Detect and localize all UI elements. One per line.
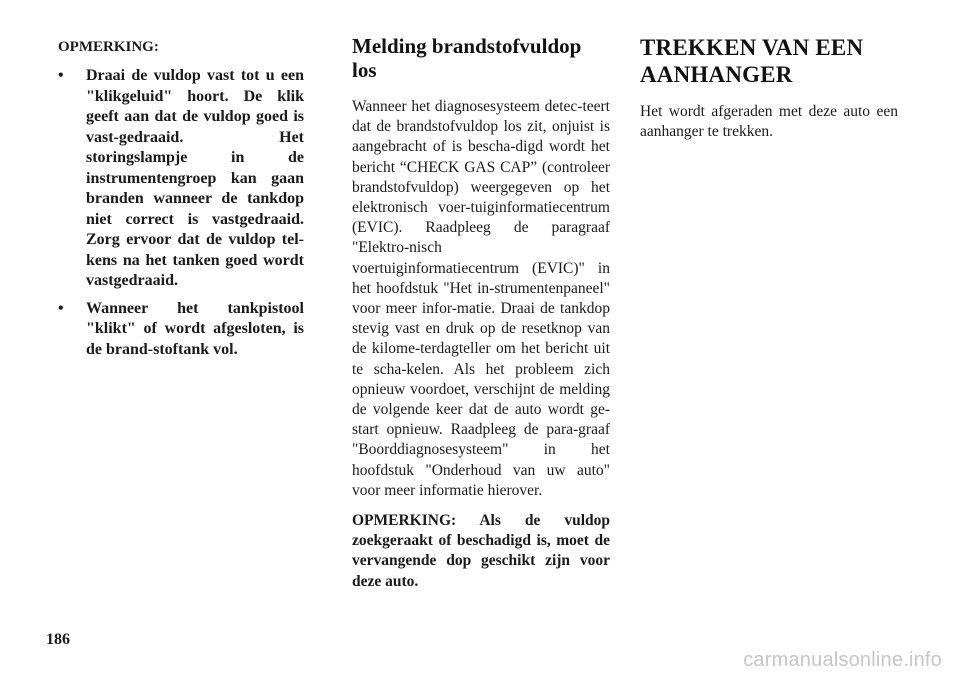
column-middle — [352, 34, 610, 592]
list-item — [58, 299, 304, 361]
note-label: OPMERKING: — [58, 39, 159, 55]
bullet-text: Draai de vuldop vast tot u een "klikgeluid" hoort. De klik geeft aan dat de vuldop goed is vast-gedraaid. Het storingslampje in de instrumentengroep kan gaan branden wanneer de tankdop niet correct is vastgedraaid. Zorg ervoor dat de vuldop tel-kens na het tanken goed wordt vastgedraaid. — [86, 67, 304, 289]
body-paragraph: Het wordt afgeraden met deze auto een aanhanger te trekken. — [640, 103, 898, 141]
section-heading: TREKKEN VAN EEN AANHANGER — [640, 35, 864, 87]
list-item — [58, 66, 304, 292]
body-paragraph: Wanneer het diagnosesysteem detec-teert dat de brandstofvuldop los zit, onjuist is aangebracht of is bescha-digd wordt het bericht “CHECK GAS CAP” (controleer brandstofvuldop) weergegeven op het elektronisch voer-tuiginformatiecentrum (EVIC). Raadpleeg de paragraaf "Elektro-nisch voertuiginformatiecentrum (EVIC)" in het hoofdstuk "Het in-strumentenpaneel" voor meer infor-matie. Draai de tankdop stevig vast en druk op de resetknop van de kilome-terdagteller om het bericht uit te scha-kelen. Als het probleem zich opnieuw voordoet, verschijnt de melding de volgende keer dat de auto wordt ge-start opnieuw. Raadpleeg de para-graaf "Boorddiagnosesysteem" in het hoofdstuk "Onderhoud van uw auto" voor meer informatie hierover. — [352, 98, 610, 499]
column-left — [46, 34, 304, 367]
note-paragraph: OPMERKING: Als de vuldop zoekgeraakt of beschadigd is, moet de vervangende dop geschikt zijn voor deze auto. — [352, 512, 610, 590]
bullet-list — [46, 66, 304, 360]
bullet-text: Wanneer het tankpistool "klikt" of wordt afgesloten, is de brand-stoftank vol. — [86, 299, 304, 358]
bullet-icon: • — [58, 299, 64, 317]
bullet-icon: • — [58, 67, 64, 84]
page-number: 186 — [46, 631, 70, 648]
section-subheading: Melding brandstofvuldop los — [352, 34, 582, 82]
watermark: carmanualsonline.info — [743, 649, 942, 671]
column-right — [640, 34, 898, 152]
